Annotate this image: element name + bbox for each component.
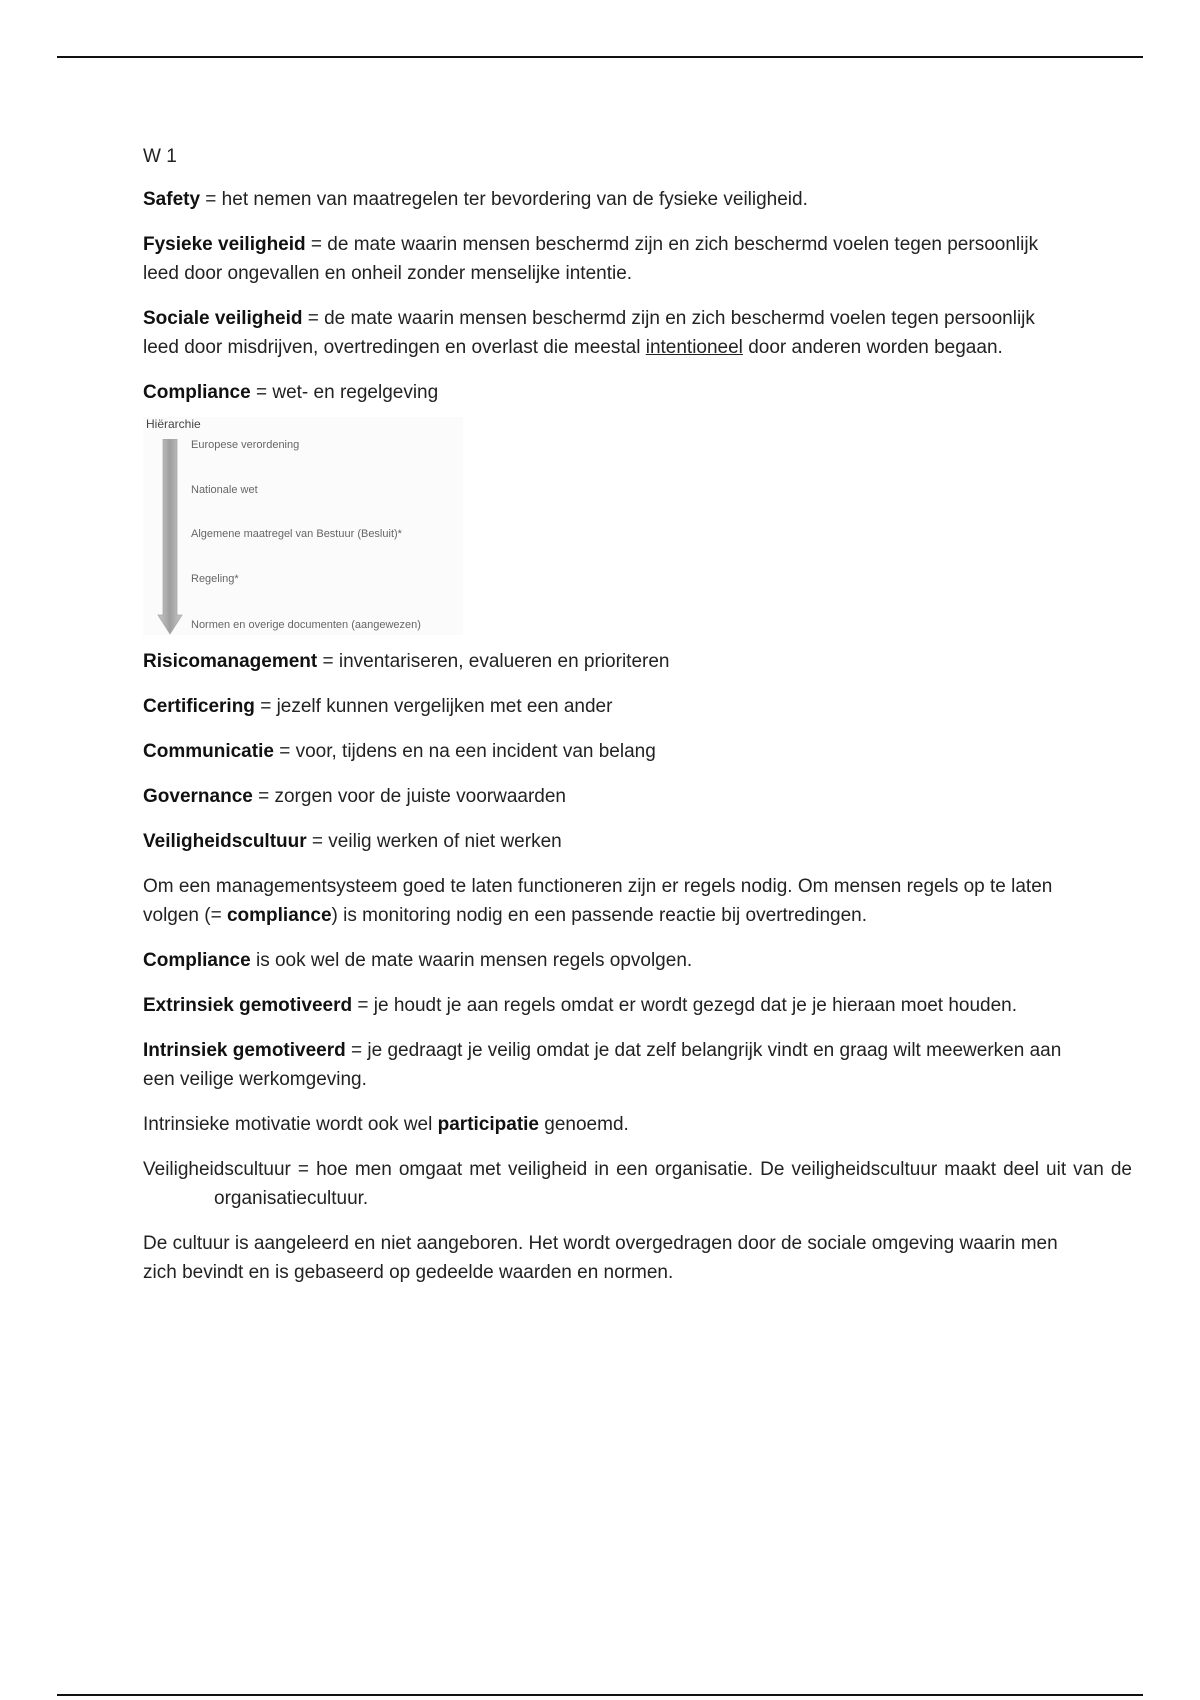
paragraph-text-end: ) is monitoring nodig en een passende reactie bij overtredingen. [331, 905, 868, 926]
definition-text: = veilig werken of niet werken [306, 831, 562, 852]
hierarchy-item: Regeling* [191, 573, 239, 585]
definition-compliance-opvolgen [143, 946, 1063, 975]
definition-veiligheidscultuur-organisatie: Veiligheidscultuur = hoe men omgaat met veiligheid in een organisatie. De veiligheidscultuur maakt deel uit van de organisatiecultuur. [143, 1159, 1132, 1209]
down-arrow-icon [157, 439, 183, 635]
term: Risicomanagement [143, 651, 318, 672]
definition-text: is ook wel de mate waarin mensen regels opvolgen. [250, 950, 693, 971]
paragraph-managementsysteem [143, 872, 1063, 930]
hierarchy-item: Nationale wet [191, 484, 258, 496]
definition-text: = je houdt je aan regels omdat er wordt gezegd dat je je hieraan moet houden. [352, 995, 1018, 1016]
footer-rule [57, 1694, 1143, 1696]
term: Governance [143, 786, 253, 807]
definition-certificering [143, 692, 1063, 721]
term: Compliance [143, 950, 251, 971]
definition-text: = wet- en regelgeving [250, 382, 439, 403]
definition-text: = de mate waarin mensen beschermd zijn en zich beschermd voelen tegen persoonlijk leed door misdrijven, overtredingen en overlast die meestal [143, 308, 1035, 358]
term: Compliance [143, 382, 251, 403]
term: Certificering [143, 696, 255, 717]
definition-text: = zorgen voor de juiste voorwaarden [252, 786, 566, 807]
term: Fysieke veiligheid [143, 234, 306, 255]
paragraph-text: Intrinsieke motivatie wordt ook wel [143, 1114, 438, 1135]
definition-extrinsiek [143, 991, 1063, 1020]
bold-word: compliance [226, 905, 332, 926]
header-rule [57, 56, 1143, 58]
hierarchy-item: Algemene maatregel van Bestuur (Besluit)* [191, 528, 402, 540]
paragraph-text: Om een managementsysteem goed te laten functioneren zijn er regels nodig. Om mensen regels op te laten volgen (= [143, 876, 1053, 926]
definition-veiligheidscultuur [143, 827, 1063, 856]
bold-word: participatie [437, 1114, 539, 1135]
definition-text: = je gedraagt je veilig omdat je dat zelf belangrijk vindt en graag wilt meewerken aan een veilige werkomgeving. [143, 1040, 1062, 1090]
definition-intrinsiek [143, 1036, 1063, 1094]
hierarchy-item: Normen en overige documenten (aangewezen) [191, 619, 421, 631]
page-heading: W 1 [143, 146, 177, 167]
underlined-word: intentioneel [645, 337, 743, 358]
paragraph-participatie [143, 1110, 1063, 1139]
term: Communicatie [143, 741, 274, 762]
definition-compliance [143, 378, 1063, 407]
hierarchy-title: Hiërarchie [146, 417, 201, 431]
definition-text: = het nemen van maatregelen ter bevordering van de fysieke veiligheid. [200, 189, 808, 210]
definition-safety [143, 185, 1063, 214]
definition-text: = jezelf kunnen vergelijken met een ander [254, 696, 613, 717]
term: Extrinsiek gemotiveerd [143, 995, 353, 1016]
paragraph-cultuur: De cultuur is aangeleerd en niet aangeboren. Het wordt overgedragen door de sociale omgeving waarin men zich bevindt en is gebaseerd op gedeelde waarden en normen. [143, 1233, 1058, 1283]
definition-risicomanagement [143, 647, 1063, 676]
term: Veiligheidscultuur [143, 831, 307, 852]
definition-text: = de mate waarin mensen beschermd zijn en zich beschermd voelen tegen persoonlijk leed door ongevallen en onheil zonder menselijke intentie. [143, 234, 1039, 284]
definition-fysieke-veiligheid [143, 230, 1063, 288]
definition-communicatie [143, 737, 1063, 766]
document-body [143, 142, 1132, 1303]
term: Intrinsiek gemotiveerd [143, 1040, 346, 1061]
definition-text: = voor, tijdens en na een incident van belang [273, 741, 656, 762]
definition-governance [143, 782, 1063, 811]
term: Safety [143, 189, 201, 210]
hierarchy-figure [143, 417, 463, 635]
hierarchy-item: Europese verordening [191, 439, 300, 451]
paragraph-text-end: genoemd. [539, 1114, 629, 1135]
term: Sociale veiligheid [143, 308, 303, 329]
definition-text: = inventariseren, evalueren en prioriteren [317, 651, 670, 672]
definition-sociale-veiligheid [143, 304, 1063, 362]
definition-text-end: door anderen worden begaan. [742, 337, 1003, 358]
